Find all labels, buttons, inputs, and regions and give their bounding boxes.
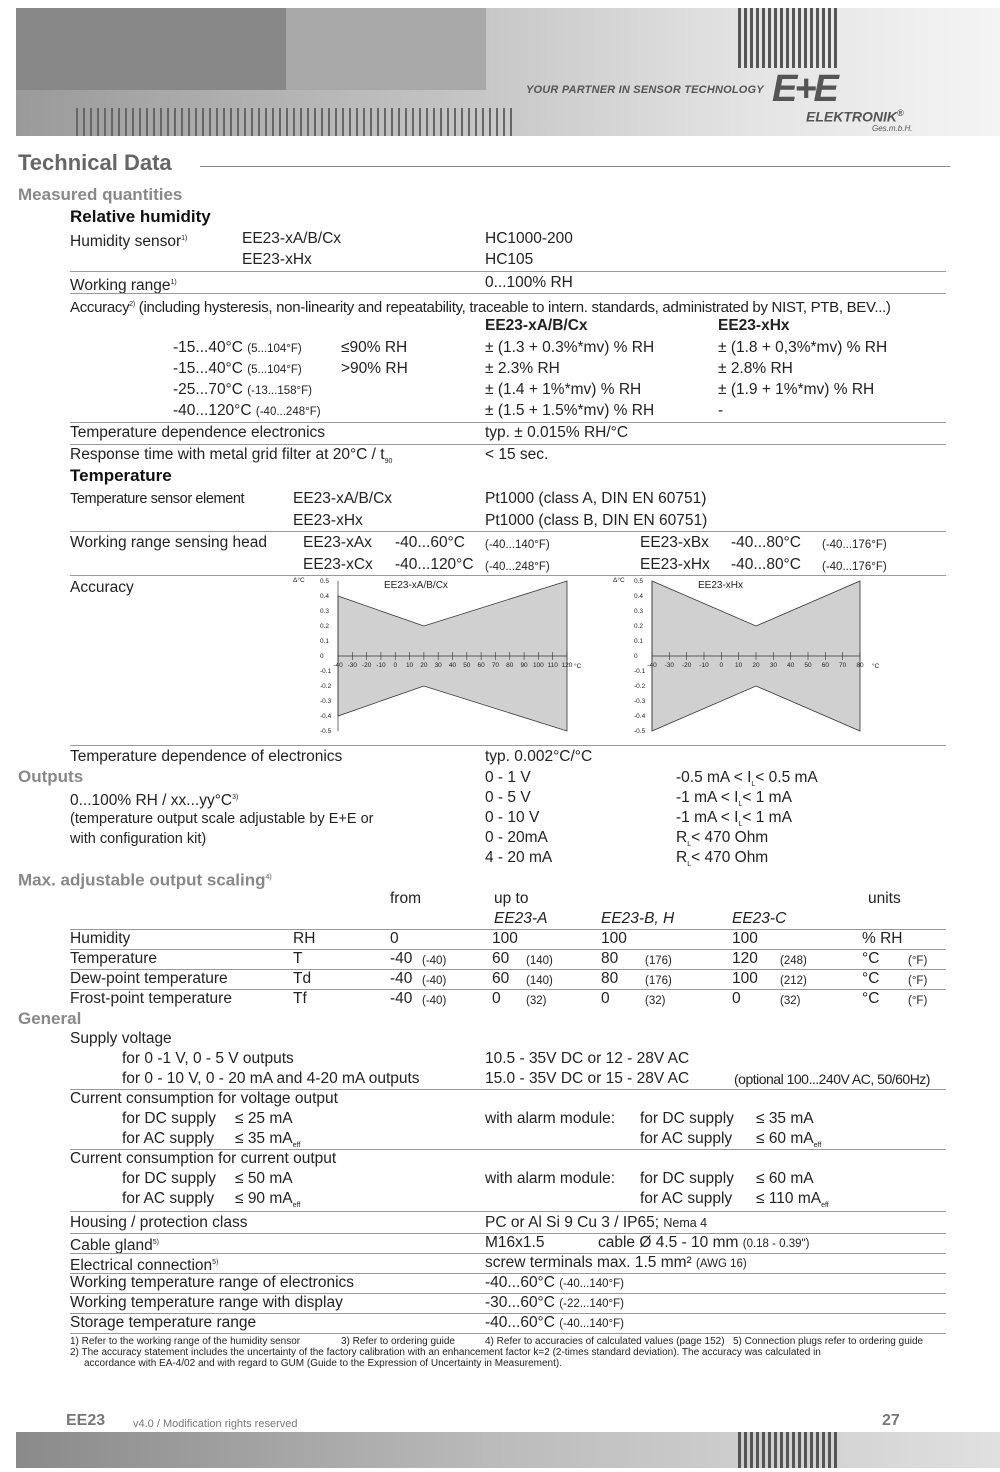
scaling-cell: °C — [862, 990, 880, 1007]
brand-name: ELEKTRONIK® — [806, 108, 904, 125]
header-stripes — [76, 108, 516, 136]
x-tick-label: 70 — [491, 662, 500, 669]
y-tick-label: 0.1 — [320, 638, 330, 645]
col-ee23bh: EE23-B, H — [601, 910, 675, 927]
scaling-cell: (32) — [645, 995, 666, 1007]
company-logo: E+E — [772, 68, 836, 110]
scaling-cell: -40 — [390, 970, 413, 987]
x-tick-label: -10 — [699, 662, 709, 669]
temp-dependence-electronics-value: typ. 0.002°C/°C — [485, 748, 593, 765]
model-code: EE23-xHx — [293, 512, 363, 529]
outputs-label: 0...100% RH / $xx...yy^\circ C^{3)}$ — [70, 792, 239, 810]
y-tick-label: -0.1 — [320, 668, 332, 675]
x-axis-label: °C — [872, 663, 880, 670]
ci-alarm-dc-label: for DC supply — [640, 1170, 734, 1187]
section-general: General — [18, 1009, 82, 1028]
scaling-cell: Frost-point temperature — [70, 990, 232, 1007]
temp-working-range-label: Working range sensing head — [70, 534, 268, 551]
accuracy-chart-h — [608, 572, 898, 742]
x-tick-label: -20 — [681, 662, 692, 669]
ci-ac-label: for AC supply — [122, 1190, 215, 1207]
col-from: from — [390, 890, 421, 907]
row-divider — [70, 531, 946, 532]
model-code: EE23-xHx — [242, 251, 312, 268]
scaling-cell: 0 — [732, 990, 741, 1007]
scaling-cell: Humidity — [70, 930, 131, 947]
range-f: (-40...248°F) — [485, 561, 550, 573]
col-ee23c: EE23-C — [732, 910, 787, 927]
section-measured: Measured quantities — [18, 185, 183, 204]
x-tick-label: 60 — [477, 662, 485, 669]
range-f: (-40...176°F) — [822, 539, 887, 551]
gland-label: Cable gland$^{5)}$ — [70, 1237, 159, 1255]
working-range-label: Working range$^{1)}$ — [70, 277, 177, 295]
working-temp-electronics-label: Working temperature range of electronics — [70, 1274, 355, 1291]
footnote-3: 3) Refer to ordering guide — [341, 1336, 455, 1347]
response-time-label: Response time with metal grid filter at $20^\circ C / t_{90}$ — [70, 446, 393, 466]
x-tick-label: 40 — [448, 662, 457, 669]
scaling-cell: (-40) — [422, 975, 447, 987]
footnote-2: 2) The accuracy statement includes the uncertainty of the factory calibration with an enhancement factor k=2 (2-times standard deviation). The accuracy was calculated in — [70, 1347, 821, 1358]
page-number: 27 — [882, 1412, 900, 1429]
y-tick-label: 0.1 — [634, 638, 644, 645]
acc-value: ± (1.8 + 0,3%*mv) % RH — [718, 339, 888, 356]
cv-alarm-ac-label: for AC supply — [640, 1130, 733, 1147]
scaling-cell: Temperature — [70, 950, 158, 967]
y-tick-label: 0.5 — [634, 578, 644, 585]
range-f: (-40...176°F) — [822, 561, 887, 573]
section-outputs: Outputs — [18, 767, 84, 786]
x-tick-label: 30 — [434, 662, 442, 669]
supply-voltage-label: Supply voltage — [70, 1030, 172, 1047]
supply-option: (optional 100...240V AC, 50/60Hz) — [734, 1071, 930, 1087]
footer-banner — [16, 1432, 1000, 1468]
model-code: EE23-xBx — [640, 534, 709, 551]
acc-temp-range: -25...70°C (-13...158°F) — [173, 381, 312, 398]
ci-alarm-ac-label: for AC supply — [640, 1190, 733, 1207]
y-tick-label: -0.4 — [634, 713, 646, 720]
accuracy-col-header: EE23-xA/B/Cx — [485, 317, 588, 334]
output-load: -1 mA < $I_L< 1$ mA — [676, 789, 792, 809]
model-code: EE23-xA/B/Cx — [242, 230, 342, 247]
humidity-sensor-label: Humidity sensor$^{1)}$ — [70, 233, 188, 251]
chart-title: EE23-xHx — [698, 580, 744, 591]
acc-value: - — [718, 402, 724, 419]
accuracy-label: Accuracy$^{2)}$ (including hysteresis, non-linearity and repeatability, traceable to intern. standards, administrated by NIST, PTB, BEV...) — [70, 299, 891, 316]
acc-temp-range: -15...40°C (5...104°F) — [173, 339, 302, 356]
x-tick-label: -30 — [347, 662, 358, 669]
output-signal: 0 - 1 V — [485, 769, 531, 786]
x-tick-label: 0 — [719, 662, 724, 669]
scaling-cell: (°F) — [908, 975, 928, 987]
scaling-cell: RH — [293, 930, 316, 947]
y-axis-label: Δ°C — [613, 577, 625, 584]
scaling-cell: (-40) — [422, 955, 447, 967]
footnote-5: 5) Connection plugs refer to ordering guide — [733, 1336, 924, 1347]
col-ee23a: EE23-A — [494, 910, 548, 927]
current-current-label: Current consumption for current output — [70, 1150, 337, 1167]
model-code: EE23-xCx — [303, 556, 373, 573]
y-tick-label: -0.1 — [634, 668, 646, 675]
x-tick-label: 110 — [547, 662, 558, 669]
scaling-cell: 100 — [492, 930, 518, 947]
y-tick-label: -0.4 — [320, 713, 332, 720]
x-tick-label: 40 — [787, 662, 795, 669]
x-tick-label: 50 — [463, 662, 471, 669]
y-tick-label: -0.3 — [320, 698, 332, 705]
scaling-cell: 0 — [492, 990, 501, 1007]
y-tick-label: -0.5 — [634, 728, 646, 735]
output-signal: 0 - 10 V — [485, 809, 540, 826]
y-tick-label: -0.3 — [634, 698, 646, 705]
x-tick-label: 50 — [804, 662, 812, 669]
scaling-cell: °C — [862, 950, 880, 967]
scaling-cell: (-40) — [422, 995, 447, 1007]
scaling-cell: Dew-point temperature — [70, 970, 228, 987]
acc-value: ± (1.9 + 1%*mv) % RH — [718, 381, 875, 398]
x-tick-label: 80 — [506, 662, 514, 669]
scaling-cell: (32) — [780, 995, 801, 1007]
header-bars — [738, 8, 838, 68]
element-type: Pt1000 (class A, DIN EN 60751) — [485, 490, 707, 507]
alarm-label: with alarm module: — [485, 1170, 616, 1187]
x-tick-label: 80 — [856, 662, 864, 669]
x-tick-label: -40 — [333, 662, 343, 669]
header-block — [16, 8, 286, 90]
x-tick-label: 30 — [769, 662, 777, 669]
y-tick-label: -0.5 — [320, 728, 332, 735]
outputs-note: with configuration kit) — [70, 831, 207, 847]
y-tick-label: 0.4 — [320, 593, 330, 600]
sensor-type: HC1000-200 — [485, 230, 573, 247]
scaling-cell: Tf — [293, 990, 307, 1007]
current-voltage-label: Current consumption for voltage output — [70, 1090, 338, 1107]
accuracy-chart-abc — [288, 572, 598, 742]
temp-dependence-value: typ. ± 0.015% RH/°C — [485, 424, 629, 441]
acc-temp-range: -15...40°C (5...104°F) — [173, 360, 302, 377]
cv-alarm-ac-value: ≤ 60 $mA_{eff}$ — [756, 1130, 822, 1150]
y-tick-label: 0.4 — [634, 593, 644, 600]
working-temp-electronics-value: -40...60°C (-40...140°F) — [485, 1274, 624, 1291]
y-axis-label: Δ°C — [293, 577, 305, 584]
x-tick-label: 20 — [420, 662, 428, 669]
y-tick-label: 0.5 — [320, 578, 330, 585]
y-tick-label: -0.2 — [634, 683, 646, 690]
header-banner — [16, 8, 1000, 136]
scaling-cell: -40 — [390, 950, 413, 967]
alarm-label: with alarm module: — [485, 1110, 616, 1127]
ci-alarm-dc-value: ≤ 60 mA — [756, 1170, 814, 1187]
gland-value: M16x1.5 — [485, 1234, 545, 1251]
output-load: -0.5 mA < $I_L< 0.5$ mA — [676, 769, 818, 789]
sensor-type: HC105 — [485, 251, 534, 268]
cv-ac-value: ≤ 35 $mA_{eff}$ — [235, 1130, 301, 1150]
gland-cable: cable Ø 4.5 - 10 mm (0.18 - 0.39") — [598, 1234, 810, 1251]
x-tick-label: 0 — [393, 662, 398, 669]
cv-ac-label: for AC supply — [122, 1130, 215, 1147]
y-tick-label: 0.2 — [634, 623, 644, 630]
scaling-cell: % RH — [862, 930, 903, 947]
ci-alarm-ac-value: ≤ 110 $mA_{eff}$ — [756, 1190, 829, 1210]
scaling-cell: 100 — [732, 970, 758, 987]
model-code: EE23-xHx — [640, 556, 710, 573]
cv-dc-value: ≤ 25 mA — [235, 1110, 293, 1127]
temp-element-label: Temperature sensor element — [70, 491, 245, 507]
x-tick-label: 10 — [405, 662, 414, 669]
footnote-1: 1) Refer to the working range of the humidity sensor — [70, 1336, 301, 1347]
row-divider — [70, 745, 946, 746]
scaling-cell: 0 — [390, 930, 399, 947]
acc-rh-range: ≤90% RH — [341, 339, 408, 356]
acc-temp-range: -40...120°C (-40...248°F) — [173, 402, 321, 419]
scaling-cell: (176) — [645, 975, 672, 987]
supply-condition: for 0 -1 V, 0 - 5 V outputs — [122, 1050, 294, 1067]
working-range-value: 0...100% RH — [485, 274, 573, 291]
y-tick-label: 0.3 — [634, 608, 644, 615]
working-temp-display-value: -30...60°C (-22...140°F) — [485, 1294, 624, 1311]
y-tick-label: 0 — [634, 653, 638, 660]
ci-ac-value: ≤ 90 $mA_{eff}$ — [235, 1190, 301, 1210]
footer-model: EE23 — [66, 1412, 106, 1429]
col-units: units — [868, 890, 901, 907]
output-load: -1 mA < $I_L< 1$ mA — [676, 809, 792, 829]
scaling-cell: Td — [293, 970, 312, 987]
output-signal: 4 - 20 mA — [485, 849, 553, 866]
header-block — [286, 8, 486, 90]
cv-dc-label: for DC supply — [122, 1110, 216, 1127]
acc-value: ± (1.5 + 1.5%*mv) % RH — [485, 402, 655, 419]
x-axis-label: °C — [574, 663, 582, 670]
scaling-cell: T — [293, 950, 303, 967]
output-signal: 0 - 20mA — [485, 829, 548, 846]
outputs-note: (temperature output scale adjustable by E+E or — [70, 811, 374, 827]
output-signal: 0 - 5 V — [485, 789, 531, 806]
title-rule — [200, 166, 950, 167]
y-tick-label: 0.3 — [320, 608, 330, 615]
range-f: (-40...140°F) — [485, 539, 550, 551]
footnote-2-cont: accordance with EA-4/02 and with regard to GUM (Guide to the Expression of Uncertainty in Measurement). — [84, 1358, 563, 1369]
x-tick-label: -20 — [361, 662, 372, 669]
scaling-cell: 100 — [732, 930, 758, 947]
scaling-cell: 80 — [601, 970, 619, 987]
range-value: -40...120°C — [395, 556, 474, 573]
x-tick-label: 70 — [839, 662, 847, 669]
scaling-cell: 0 — [601, 990, 610, 1007]
col-upto: up to — [494, 890, 529, 907]
footer-version: v4.0 / Modification rights reserved — [133, 1418, 298, 1430]
scaling-cell: (140) — [526, 975, 553, 987]
row-divider — [70, 1333, 946, 1334]
chart-title: EE23-xA/B/Cx — [384, 580, 448, 591]
temp-dependence-electronics-label: Temperature dependence of electronics — [70, 748, 343, 765]
range-value: -40...80°C — [731, 556, 801, 573]
ci-dc-value: ≤ 50 mA — [235, 1170, 293, 1187]
x-tick-label: 100 — [532, 662, 544, 669]
response-time-value: < 15 sec. — [485, 446, 549, 463]
supply-value: 15.0 - 35V DC or 15 - 28V AC — [485, 1070, 690, 1087]
y-tick-label: 0 — [320, 653, 324, 660]
scaling-cell: (248) — [780, 955, 807, 967]
x-tick-label: -30 — [664, 662, 675, 669]
subsection-temperature: Temperature — [70, 466, 172, 485]
acc-rh-range: >90% RH — [341, 360, 408, 377]
slogan: YOUR PARTNER IN SENSOR TECHNOLOGY — [526, 84, 764, 96]
output-load: $R_L< 470$ Ohm — [676, 829, 769, 849]
x-tick-label: 20 — [752, 662, 760, 669]
row-divider — [70, 293, 946, 294]
cv-alarm-dc-label: for DC supply — [640, 1110, 734, 1127]
acc-value: ± (1.4 + 1%*mv) % RH — [485, 381, 642, 398]
cv-alarm-dc-value: ≤ 35 mA — [756, 1110, 814, 1127]
acc-value: ± 2.3% RH — [485, 360, 560, 377]
row-divider — [70, 1211, 946, 1212]
storage-temp-value: -40...60°C (-40...140°F) — [485, 1314, 624, 1331]
y-tick-label: 0.2 — [320, 623, 330, 630]
electrical-label: Electrical connection$^{5)}$ — [70, 1257, 219, 1275]
footnote-4: 4) Refer to accuracies of calculated values (page 152) — [485, 1336, 725, 1347]
accuracy-col-header: EE23-xHx — [718, 317, 790, 334]
acc-value: ± (1.3 + 0.3%*mv) % RH — [485, 339, 655, 356]
scaling-cell: (°F) — [908, 955, 928, 967]
x-tick-label: -40 — [647, 662, 657, 669]
range-value: -40...60°C — [395, 534, 465, 551]
scaling-cell: (176) — [645, 955, 672, 967]
ci-dc-label: for DC supply — [122, 1170, 216, 1187]
scaling-cell: °C — [862, 970, 880, 987]
scaling-cell: 60 — [492, 950, 510, 967]
scaling-cell: 60 — [492, 970, 510, 987]
x-tick-label: 90 — [520, 662, 528, 669]
company-form: Ges.m.b.H. — [872, 124, 913, 133]
range-value: -40...80°C — [731, 534, 801, 551]
x-tick-label: 120 — [561, 662, 573, 669]
scaling-cell: (212) — [780, 975, 807, 987]
subsection-rh: Relative humidity — [70, 207, 211, 226]
electrical-value: screw terminals max. 1.5 mm² (AWG 16) — [485, 1254, 747, 1271]
working-temp-display-label: Working temperature range with display — [70, 1294, 343, 1311]
y-tick-label: -0.2 — [320, 683, 332, 690]
x-tick-label: 60 — [821, 662, 829, 669]
model-code: EE23-xA/B/Cx — [293, 490, 393, 507]
housing-label: Housing / protection class — [70, 1214, 248, 1231]
temp-accuracy-label: Accuracy — [70, 579, 134, 596]
model-code: EE23-xAx — [303, 534, 372, 551]
footer-bars — [738, 1432, 838, 1468]
scaling-cell: 80 — [601, 950, 619, 967]
scaling-cell: (32) — [526, 995, 547, 1007]
scaling-cell: -40 — [390, 990, 413, 1007]
row-divider — [70, 271, 946, 272]
scaling-cell: 100 — [601, 930, 627, 947]
storage-temp-label: Storage temperature range — [70, 1314, 257, 1331]
page-title: Technical Data — [18, 150, 172, 175]
supply-value: 10.5 - 35V DC or 12 - 28V AC — [485, 1050, 690, 1067]
temp-dependence-label: Temperature dependence electronics — [70, 424, 326, 441]
housing-value: PC or Al Si 9 Cu 3 / IP65; Nema 4 — [485, 1214, 708, 1231]
supply-condition: for 0 - 10 V, 0 - 20 mA and 4-20 mA outputs — [122, 1070, 420, 1087]
element-type: Pt1000 (class B, DIN EN 60751) — [485, 512, 708, 529]
scaling-cell: (140) — [526, 955, 553, 967]
section-scaling: Max. adjustable output scaling$^{4)}$ — [18, 870, 272, 890]
output-load: $R_L< 470$ Ohm — [676, 849, 769, 869]
x-tick-label: 10 — [735, 662, 743, 669]
scaling-cell: 120 — [732, 950, 758, 967]
acc-value: ± 2.8% RH — [718, 360, 793, 377]
scaling-cell: (°F) — [908, 995, 928, 1007]
x-tick-label: -10 — [376, 662, 386, 669]
